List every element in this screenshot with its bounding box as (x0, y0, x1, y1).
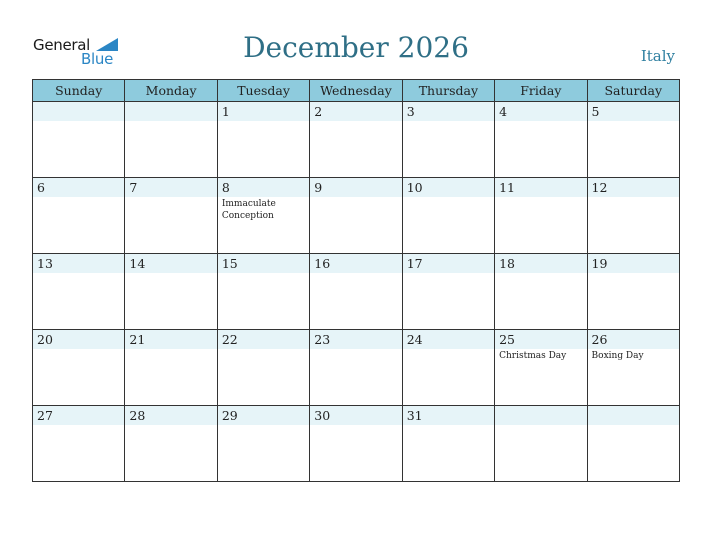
logo-text-general: General (33, 36, 91, 54)
day-number: 11 (495, 178, 586, 197)
page-title: December 2026 (243, 31, 469, 64)
day-number: 12 (588, 178, 679, 197)
day-number: 28 (125, 406, 216, 425)
day-cell (217, 330, 309, 406)
day-number: 5 (588, 102, 679, 121)
day-number: 7 (125, 178, 216, 197)
weekday-tuesday: Tuesday (217, 80, 309, 102)
day-cell (402, 254, 494, 330)
week-row (33, 178, 680, 254)
day-cell (217, 254, 309, 330)
day-number (588, 406, 679, 425)
day-cell (310, 406, 402, 482)
day-number: 31 (403, 406, 494, 425)
day-cell (310, 330, 402, 406)
day-number: 22 (218, 330, 309, 349)
weekday-friday: Friday (495, 80, 587, 102)
weekday-saturday: Saturday (587, 80, 679, 102)
day-cell (310, 178, 402, 254)
week-row (33, 330, 680, 406)
day-cell (495, 178, 587, 254)
holiday-label: Christmas Day (499, 351, 567, 361)
week-row (33, 406, 680, 482)
week-row (33, 102, 680, 178)
day-number: 1 (218, 102, 309, 121)
day-cell (587, 254, 679, 330)
day-number: 27 (33, 406, 124, 425)
day-cell (587, 102, 679, 178)
day-number: 4 (495, 102, 586, 121)
day-number: 9 (310, 178, 401, 197)
weekday-thursday: Thursday (402, 80, 494, 102)
country-label: Italy (640, 47, 675, 65)
day-number: 29 (218, 406, 309, 425)
day-cell (587, 178, 679, 254)
week-row (33, 254, 680, 330)
day-cell (217, 102, 309, 178)
day-cell (587, 406, 679, 482)
calendar-grid (32, 79, 680, 482)
day-number: 18 (495, 254, 586, 273)
day-number: 14 (125, 254, 216, 273)
day-number (495, 406, 586, 425)
holiday-label: Boxing Day (591, 351, 644, 361)
day-cell (402, 102, 494, 178)
day-cell (33, 102, 125, 178)
day-cell (310, 254, 402, 330)
day-cell (495, 102, 587, 178)
day-cell (217, 178, 309, 254)
day-number: 19 (588, 254, 679, 273)
weekday-sunday: Sunday (33, 80, 125, 102)
day-number (33, 102, 124, 121)
day-number: 6 (33, 178, 124, 197)
holiday-label: Immaculate Conception (221, 199, 276, 221)
day-cell (125, 406, 217, 482)
day-number: 3 (403, 102, 494, 121)
day-number: 13 (33, 254, 124, 273)
day-number: 30 (310, 406, 401, 425)
day-cell (125, 254, 217, 330)
day-number: 24 (403, 330, 494, 349)
day-cell (402, 406, 494, 482)
day-number: 21 (125, 330, 216, 349)
day-cell (402, 330, 494, 406)
day-cell (495, 330, 587, 406)
weekday-monday: Monday (125, 80, 217, 102)
weekday-wednesday: Wednesday (310, 80, 402, 102)
day-cell (495, 406, 587, 482)
day-cell (495, 254, 587, 330)
day-number: 8 (218, 178, 309, 197)
day-number: 23 (310, 330, 401, 349)
day-cell (587, 330, 679, 406)
day-cell (125, 330, 217, 406)
day-cell (33, 330, 125, 406)
weekday-header-row (33, 80, 680, 102)
day-cell (33, 178, 125, 254)
day-number: 16 (310, 254, 401, 273)
logo-text-blue: Blue (81, 50, 113, 68)
day-number: 20 (33, 330, 124, 349)
day-number: 10 (403, 178, 494, 197)
day-cell (125, 178, 217, 254)
day-number: 25 (495, 330, 586, 349)
day-number (125, 102, 216, 121)
day-cell (402, 178, 494, 254)
day-cell (310, 102, 402, 178)
day-number: 2 (310, 102, 401, 121)
day-number: 15 (218, 254, 309, 273)
day-number: 17 (403, 254, 494, 273)
day-cell (217, 406, 309, 482)
day-cell (33, 406, 125, 482)
day-cell (125, 102, 217, 178)
day-number: 26 (588, 330, 679, 349)
calendar-body (33, 102, 680, 482)
day-cell (33, 254, 125, 330)
